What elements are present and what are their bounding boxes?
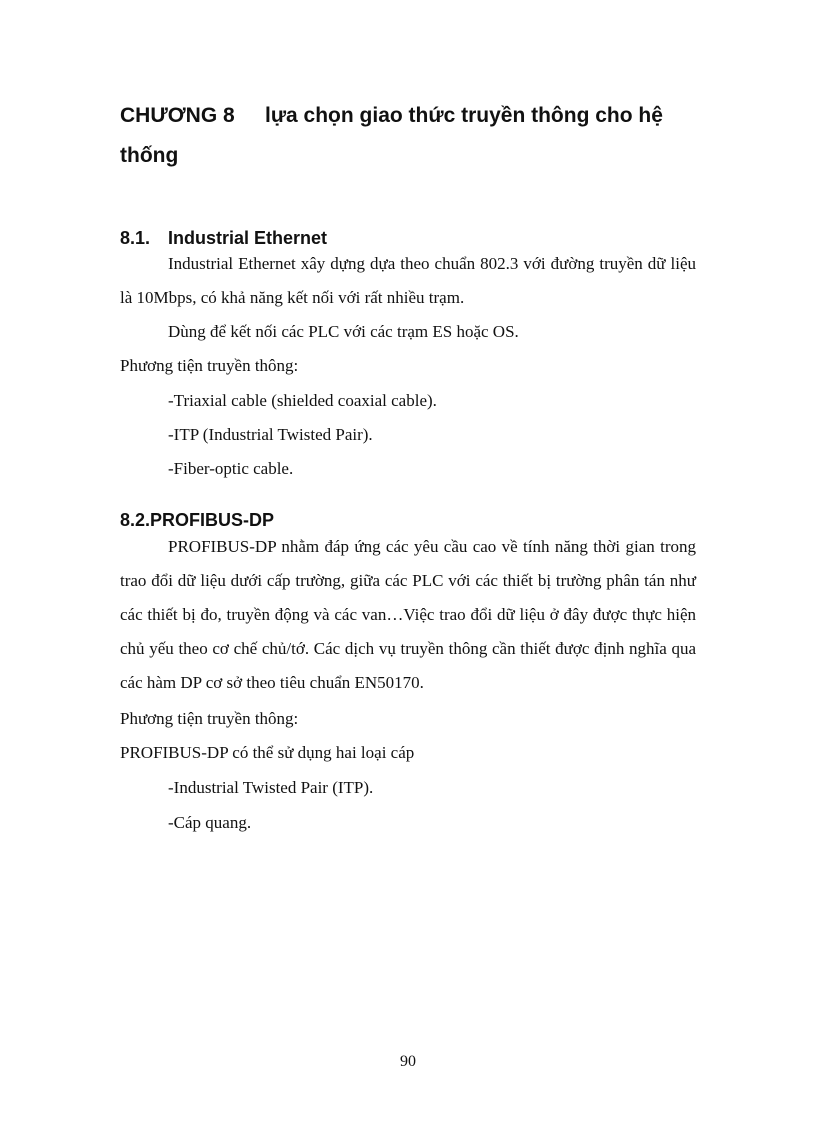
section-8-2-media-item: -Industrial Twisted Pair (ITP).	[168, 778, 374, 797]
section-8-1-media-item: -Fiber-optic cable.	[168, 459, 294, 478]
section-title: PROFIBUS-DP	[150, 510, 275, 530]
section-8-2-paragraph-1: PROFIBUS-DP nhằm đáp ứng các yêu cầu cao về tính năng thời gian trong trao đổi dữ liệu dưới cấp trường, giữa các PLC với các thiết bị trường phân tán như các thiết bị đo, truyền động và các van…Việc trao đổi dữ liệu ở đây được thực hiện chủ yếu theo cơ chế chủ/tớ. Các dịch vụ truyền thông cần thiết được định nghĩa qua các hàm DP cơ sở theo tiêu chuẩn EN50170.	[120, 537, 696, 692]
chapter-number: CHƯƠNG 8	[120, 104, 235, 127]
section-8-1-media-label: Phương tiện truyền thông:	[120, 356, 299, 375]
section-number: 8.1.	[120, 228, 151, 248]
chapter-title	[120, 96, 700, 176]
page-number: 90	[400, 1053, 416, 1070]
section-heading-8-2	[120, 508, 274, 532]
section-title: Industrial Ethernet	[168, 228, 328, 248]
section-8-2-media-label: Phương tiện truyền thông:	[120, 709, 299, 728]
section-8-2-media-item: -Cáp quang.	[168, 813, 252, 832]
section-8-1-paragraph-1: Industrial Ethernet xây dựng dựa theo chuẩn 802.3 với đường truyền dữ liệu là 10Mbps, có khả năng kết nối với rất nhiều trạm.	[120, 254, 696, 307]
section-8-1-media-item: -Triaxial cable (shielded coaxial cable).	[168, 391, 437, 410]
section-8-1-paragraph-2: Dùng để kết nối các PLC với các trạm ES hoặc OS.	[168, 322, 519, 341]
section-8-1-media-item: -ITP (Industrial Twisted Pair).	[168, 425, 373, 444]
section-number: 8.2.	[120, 510, 151, 530]
chapter-title-text: lựa chọn giao thức truyền thông cho hệ thống	[120, 104, 663, 167]
section-8-2-cable-intro: PROFIBUS-DP có thể sử dụng hai loại cáp	[120, 743, 415, 762]
